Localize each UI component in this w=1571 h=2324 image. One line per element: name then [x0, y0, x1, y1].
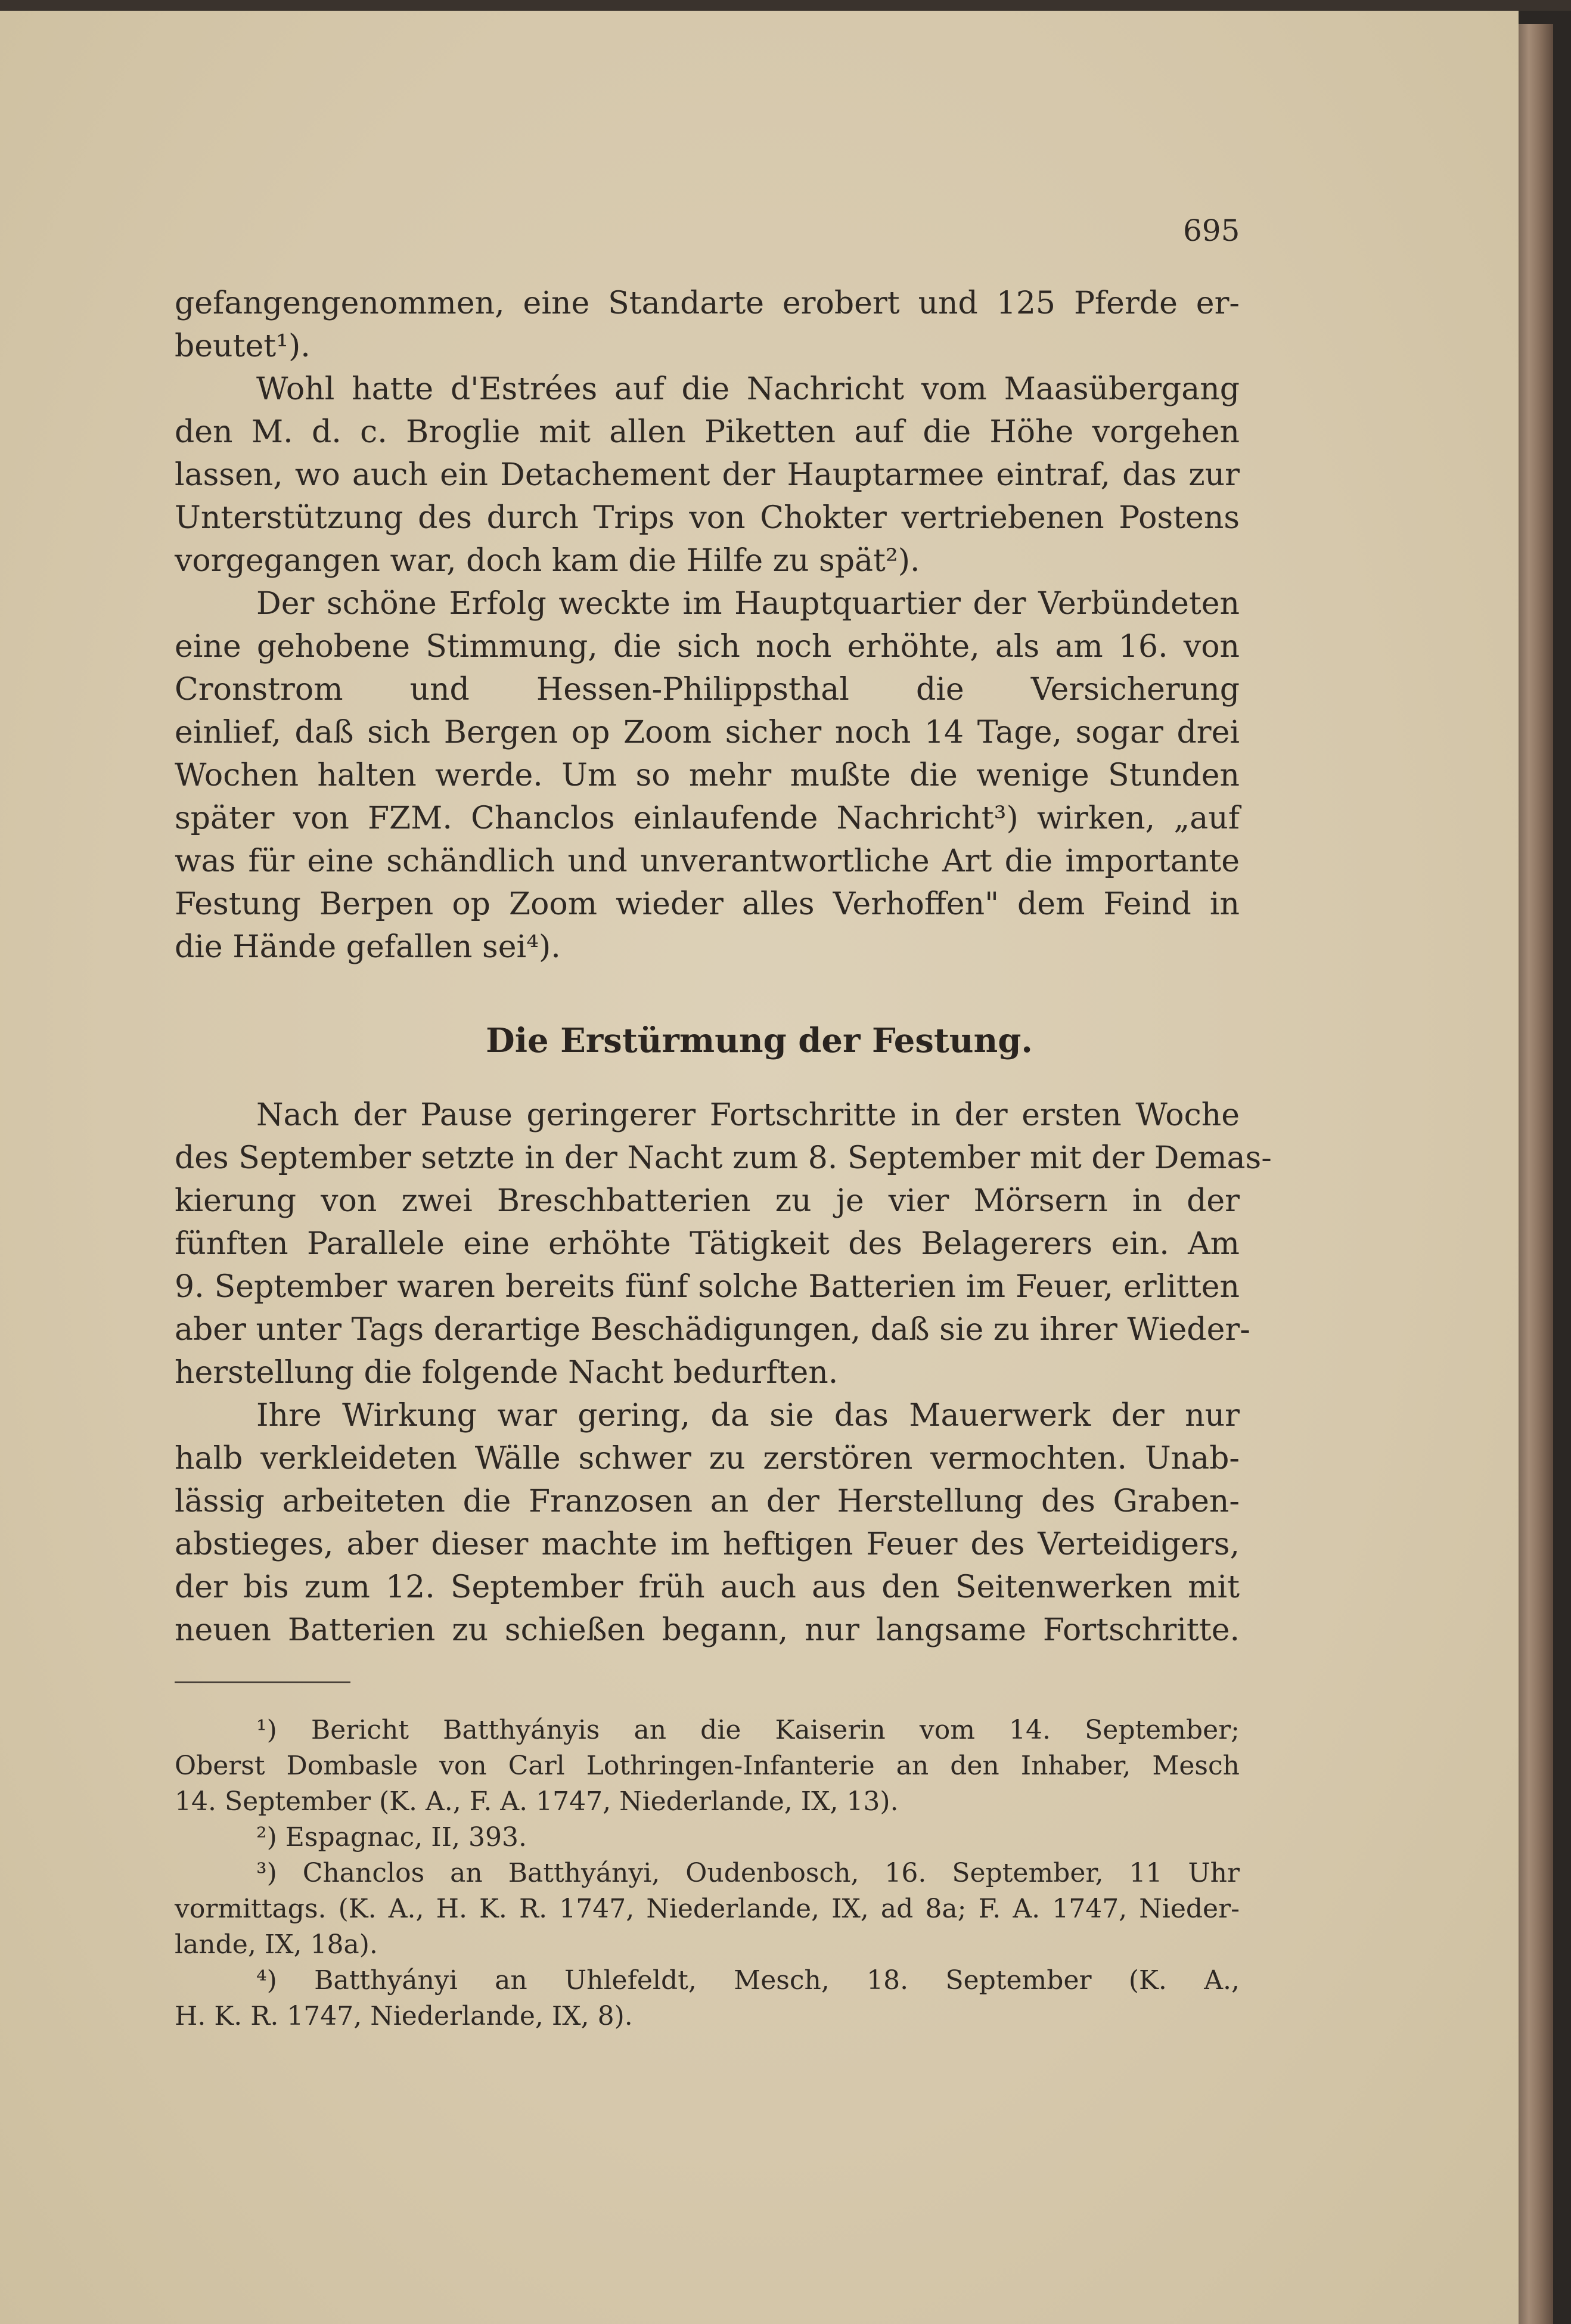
body-line: was für eine schändlich und unverantwortliche Art die importante — [175, 843, 1240, 879]
body-line: lassen, wo auch ein Detachement der Hauptarmee eintraf, das zur — [175, 457, 1240, 493]
body-line: Nach der Pause geringerer Fortschritte in der ersten Woche — [256, 1097, 1240, 1133]
footnote-line: ⁴) Batthyányi an Uhlefeldt, Mesch, 18. September (K. A., — [256, 1965, 1240, 1996]
footnote-line: ¹) Bericht Batthyányis an die Kaiserin vom 14. September; — [256, 1715, 1240, 1745]
body-line: abstieges, aber dieser machte im heftigen Feuer des Verteidigers, — [175, 1526, 1240, 1562]
top-band — [0, 0, 1571, 11]
footnote-line: H. K. R. 1747, Niederlande, IX, 8). — [175, 2001, 633, 2031]
footnote-line: ³) Chanclos an Batthyányi, Oudenbosch, 16. September, 11 Uhr — [256, 1858, 1240, 1888]
body-line: Wohl hatte d'Estrées auf die Nachricht vom Maasübergang — [256, 371, 1240, 407]
body-line: später von FZM. Chanclos einlaufende Nachricht³) wirken, „auf — [175, 800, 1240, 836]
body-line: beutet¹). — [175, 328, 311, 364]
body-line: Cronstrom und Hessen-Philippsthal die Versicherung — [175, 672, 1240, 708]
body-line: den M. d. c. Broglie mit allen Piketten auf die Höhe vorgehen — [175, 414, 1240, 450]
body-line: vorgegangen war, doch kam die Hilfe zu spät²). — [175, 543, 920, 579]
footnote-line: 14. September (K. A., F. A. 1747, Niederlande, IX, 13). — [175, 1786, 899, 1817]
body-line: aber unter Tags derartige Beschädigungen, daß sie zu ihrer Wieder- — [175, 1312, 1250, 1348]
body-line: einlief, daß sich Bergen op Zoom sicher noch 14 Tage, sogar drei — [175, 715, 1240, 750]
footnote-line: Oberst Dombasle von Carl Lothringen-Infanterie an den Inhaber, Mesch — [175, 1751, 1240, 1781]
section-heading: Die Erstürmung der Festung. — [486, 1021, 1033, 1060]
footnote-rule — [175, 1681, 350, 1683]
body-line: Unterstützung des durch Trips von Chokter vertriebenen Postens — [175, 500, 1240, 536]
body-line: der bis zum 12. September früh auch aus den Seitenwerken mit — [175, 1569, 1240, 1605]
body-line: Der schöne Erfolg weckte im Hauptquartier der Verbündeten — [256, 586, 1240, 622]
body-line: lässig arbeiteten die Franzosen an der Herstellung des Graben- — [175, 1484, 1240, 1519]
page-number: 695 — [1183, 213, 1240, 248]
body-line: herstellung die folgende Nacht bedurften. — [175, 1355, 839, 1391]
body-line: kierung von zwei Breschbatterien zu je vier Mörsern in der — [175, 1183, 1240, 1219]
body-line: die Hände gefallen sei⁴). — [175, 929, 561, 965]
body-line: Ihre Wirkung war gering, da sie das Mauerwerk der nur — [256, 1398, 1240, 1434]
footnote-line: vormittags. (K. A., H. K. R. 1747, Niederlande, IX, ad 8a; F. A. 1747, Nieder- — [175, 1894, 1240, 1924]
body-line: halb verkleideten Wälle schwer zu zerstören vermochten. Unab- — [175, 1441, 1240, 1476]
body-line: des September setzte in der Nacht zum 8. September mit der Demas- — [175, 1140, 1272, 1176]
body-line: gefangengenommen, eine Standarte erobert und 125 Pferde er- — [175, 286, 1240, 321]
body-line: fünften Parallele eine erhöhte Tätigkeit des Belagerers ein. Am — [175, 1226, 1240, 1262]
body-line: neuen Batterien zu schießen begann, nur langsame Fortschritte. — [175, 1612, 1240, 1648]
body-line: Wochen halten werde. Um so mehr mußte die wenige Stunden — [175, 758, 1240, 793]
body-line: Festung Berpen op Zoom wieder alles Verhoffen" dem Feind in — [175, 886, 1240, 922]
footnote-line: lande, IX, 18a). — [175, 1929, 378, 1960]
footnote-line: ²) Espagnac, II, 393. — [256, 1822, 527, 1853]
page-edge — [1519, 24, 1553, 2324]
body-line: eine gehobene Stimmung, die sich noch erhöhte, als am 16. von — [175, 629, 1240, 665]
book-page — [0, 11, 1519, 2324]
body-line: 9. September waren bereits fünf solche Batterien im Feuer, erlitten — [175, 1269, 1240, 1305]
